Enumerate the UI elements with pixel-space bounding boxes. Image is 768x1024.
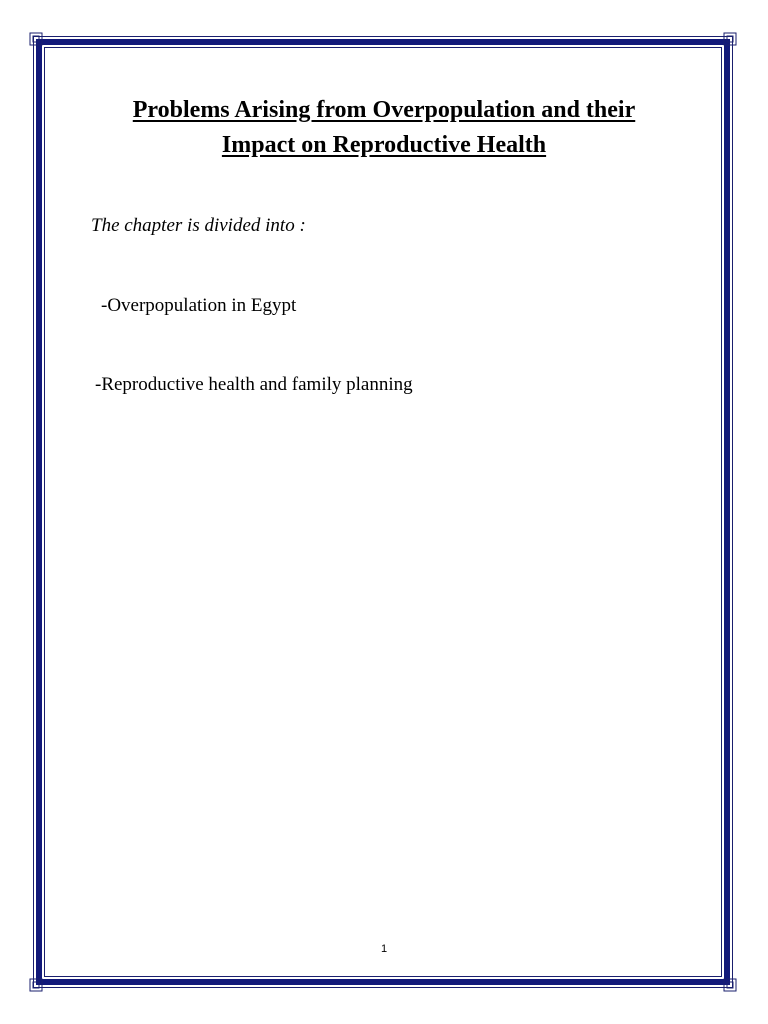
corner-ornament-top-right bbox=[723, 32, 737, 46]
page-border-inner bbox=[44, 47, 722, 977]
page-number: 1 bbox=[380, 943, 388, 955]
title-line-1: Problems Arising from Overpopulation and their bbox=[132, 97, 636, 123]
corner-ornament-bottom-right bbox=[723, 978, 737, 992]
corner-ornament-top-left bbox=[29, 32, 43, 46]
chapter-item-reproductive-health: -Reproductive health and family planning bbox=[95, 374, 413, 395]
chapter-item-overpopulation: -Overpopulation in Egypt bbox=[101, 295, 297, 316]
chapter-intro: The chapter is divided into : bbox=[91, 215, 306, 236]
page-title bbox=[60, 93, 708, 163]
title-line-2: Impact on Reproductive Health bbox=[221, 132, 547, 158]
corner-ornament-bottom-left bbox=[29, 978, 43, 992]
